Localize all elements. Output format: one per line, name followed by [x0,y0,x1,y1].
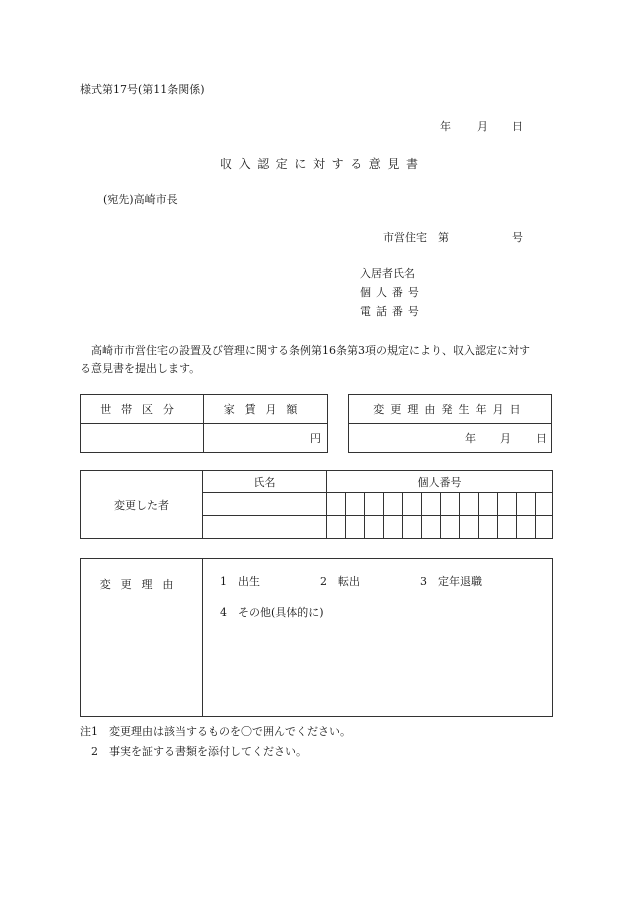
statement-line-1: 高崎市市営住宅の設置及び管理に関する条例第16条第3項の規定により、収入認定に対す [91,344,530,357]
date-day-label: 日 [512,120,523,133]
form-number: 様式第17号(第11条関係) [80,83,205,96]
note-1: 注1 変更理由は該当するものを〇で囲んでください。 [80,725,351,738]
housing-suffix: 号 [512,231,523,244]
option-2-number: 2 [320,575,327,588]
personal-number-digit[interactable] [479,516,498,539]
change-reason-table [80,558,553,717]
household-class-header: 世帯区分 [100,403,184,416]
note-2: 2 事実を証する書類を添付してください。 [91,745,307,758]
personal-number-digit[interactable] [460,516,479,539]
changed-person-table [80,470,553,539]
option-4[interactable] [220,607,324,618]
statement-line-2: る意見書を提出します。 [80,362,201,375]
option-3-label: 定年退職 [438,575,482,588]
addressee: (宛先)高崎市長 [103,193,178,206]
resident-phone-label: 電話番号 [360,305,424,318]
personal-number-digit[interactable] [384,493,403,516]
personal-number-digit[interactable] [479,493,498,516]
date-month-label: 月 [477,120,488,133]
change-date-header: 変更理由発生年月日 [373,403,527,416]
household-rent-table [80,394,328,453]
yen-unit: 円 [310,432,321,445]
personal-number-digit[interactable] [422,516,441,539]
personal-number-digit[interactable] [365,493,384,516]
personal-number-digit[interactable] [327,516,346,539]
change-date-table [348,394,552,453]
personal-number-header: 個人番号 [417,475,462,489]
option-4-number: 4 [220,606,227,619]
personal-number-digit[interactable] [327,493,346,516]
monthly-rent-header: 家賃月額 [223,403,308,416]
resident-id-label: 個人番号 [360,286,424,299]
personal-number-digit[interactable] [536,493,553,516]
option-1-number: 1 [220,575,227,588]
change-date-day: 日 [536,432,547,445]
change-reason-options [203,559,553,717]
option-3-number: 3 [420,575,427,588]
housing-label: 市営住宅 第 [383,231,449,244]
personal-number-digit[interactable] [460,493,479,516]
personal-number-digit[interactable] [422,493,441,516]
option-3[interactable] [420,576,482,587]
personal-number-digit[interactable] [346,493,365,516]
personal-number-digit[interactable] [498,516,517,539]
personal-number-digit[interactable] [441,516,460,539]
personal-number-digit[interactable] [517,493,536,516]
personal-number-digit[interactable] [365,516,384,539]
resident-name-label: 入居者氏名 [360,267,415,280]
monthly-rent-field[interactable] [204,424,328,453]
personal-number-digit[interactable] [441,493,460,516]
document-title: 収入認定に対する意見書 [220,157,425,171]
change-date-month: 月 [500,432,511,445]
name-header: 氏名 [253,475,276,489]
personal-number-digit[interactable] [517,516,536,539]
option-2-label: 転出 [338,575,360,588]
personal-number-digit[interactable] [498,493,517,516]
personal-number-digit[interactable] [536,516,553,539]
personal-number-digit[interactable] [384,516,403,539]
changed-person-name-1[interactable] [203,493,327,516]
date-year-label: 年 [440,120,451,133]
option-1[interactable] [220,576,260,587]
personal-number-digit[interactable] [403,516,422,539]
change-date-field[interactable] [349,424,552,453]
household-class-field[interactable] [81,424,204,453]
option-1-label: 出生 [238,575,260,588]
option-2[interactable] [320,576,360,587]
change-reason-label: 変更理由 [99,578,184,591]
personal-number-digit[interactable] [403,493,422,516]
personal-number-digit[interactable] [346,516,365,539]
changed-person-label: 変更した者 [114,498,169,512]
option-4-label: その他(具体的に) [238,606,324,619]
changed-person-name-2[interactable] [203,516,327,539]
change-date-year: 年 [465,432,476,445]
